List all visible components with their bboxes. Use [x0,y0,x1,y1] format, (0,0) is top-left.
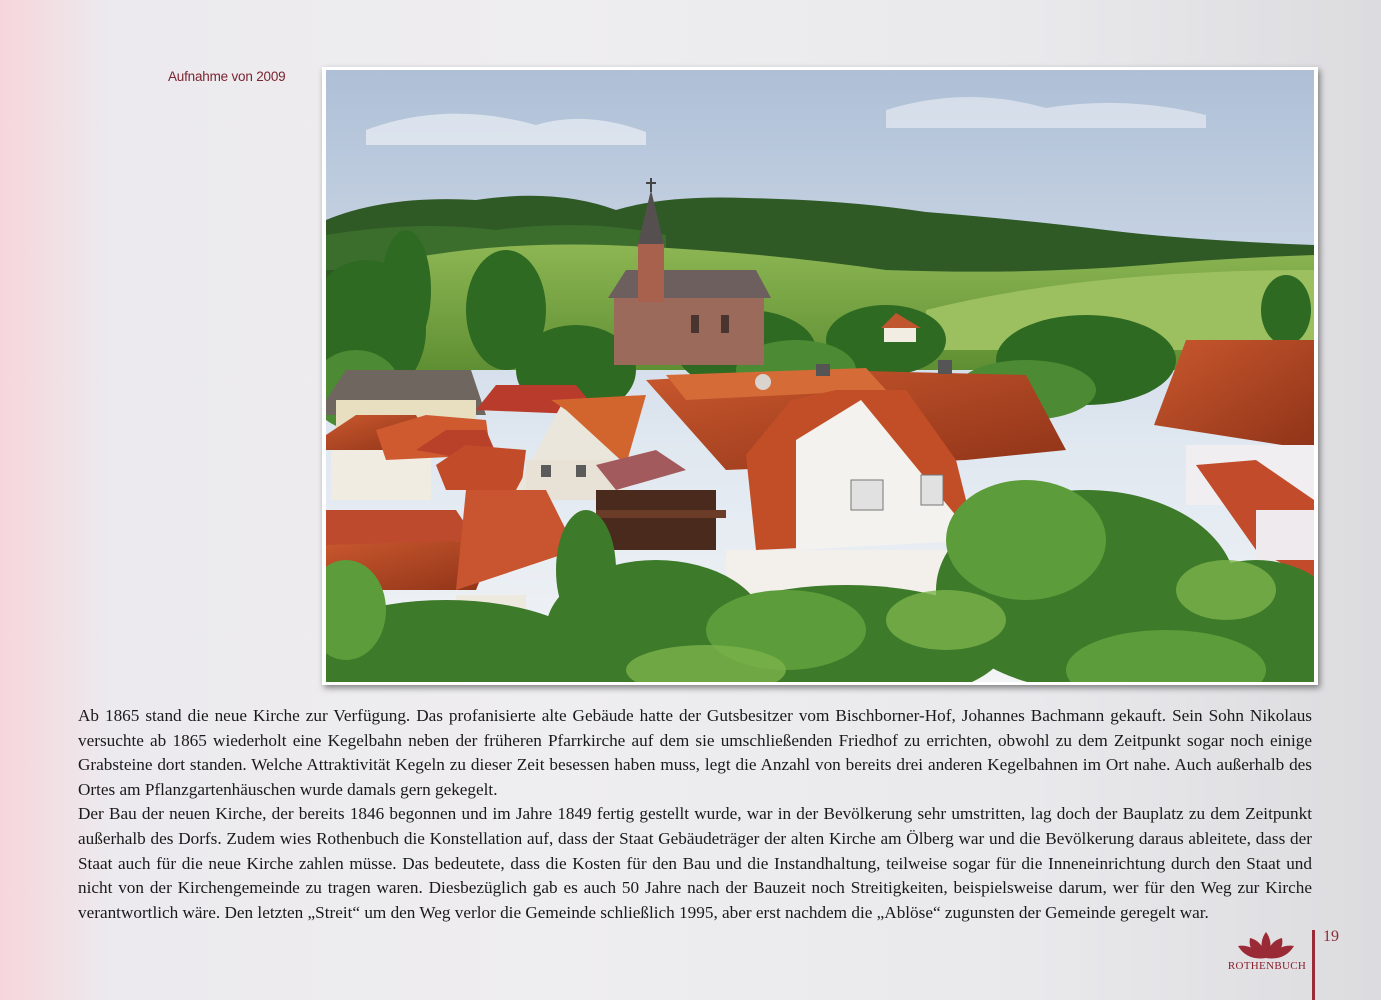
rothenbuch-leaf-logo-icon [1224,930,1308,982]
village-photo [322,67,1318,685]
page-number: 19 [1323,928,1339,945]
paragraph: Ab 1865 stand die neue Kirche zur Verfügung. Das profanisierte alte Gebäude hatte der Gutsbesitzer vom Bischborner-Hof, Johannes Bachmann gekauft. Sein Sohn Nikolaus versuchte ab 1865 wiederholt eine Kegelbahn neben der früheren Pfarrkirche auf dem sie umschließenden Friedhof zu errichten, obwohl zu dem Zeitpunkt sogar noch einige Grabsteine dort standen. Welche Attraktivität Kegeln zu dieser Zeit besessen haben muss, legt die Anzahl von bereits drei anderen Kegelbahnen im Ort nahe. Auch außerhalb des Ortes am Pflanzgartenhäuschen wurde damals gern gekegelt. [78,706,1312,799]
village-photo-image [326,70,1314,682]
paragraph: Der Bau der neuen Kirche, der bereits 1846 begonnen und im Jahre 1849 fertig gestellt wurde, war in der Bevölkerung sehr umstritten, lag doch der Bauplatz zu dem Zeitpunkt außerhalb des Dorfs. Zudem wies Rothenbuch die Konstellation auf, dass der Staat Gebäudeträger der alten Kirche am Ölberg war und die Bevölkerung daraus ableitete, dass der Staat auch für die neue Kirche zahlen müsse. Das bedeutete, dass die Kosten für den Bau und die Instandhaltung, teilweise sogar für die Inneneinrichtung durch den Staat und nicht von der Kirchengemeinde zu tragen waren. Diesbezüglich gab es auch 50 Jahre nach der Bauzeit noch Streitigkeiten, beispielsweise darum, wer für den Weg zur Kirche verantwortlich wäre. Den letzten „Streit“ um den Weg verlor die Gemeinde schließlich 1995, aber erst nachdem die „Ablöse“ zugunsten der Gemeinde geregelt war. [78,804,1312,922]
body-text [78,704,1312,925]
page-rule [1312,930,1315,1000]
photo-caption: Aufnahme von 2009 [168,69,286,84]
logo-text: ROTHENBUCH [1227,960,1307,972]
